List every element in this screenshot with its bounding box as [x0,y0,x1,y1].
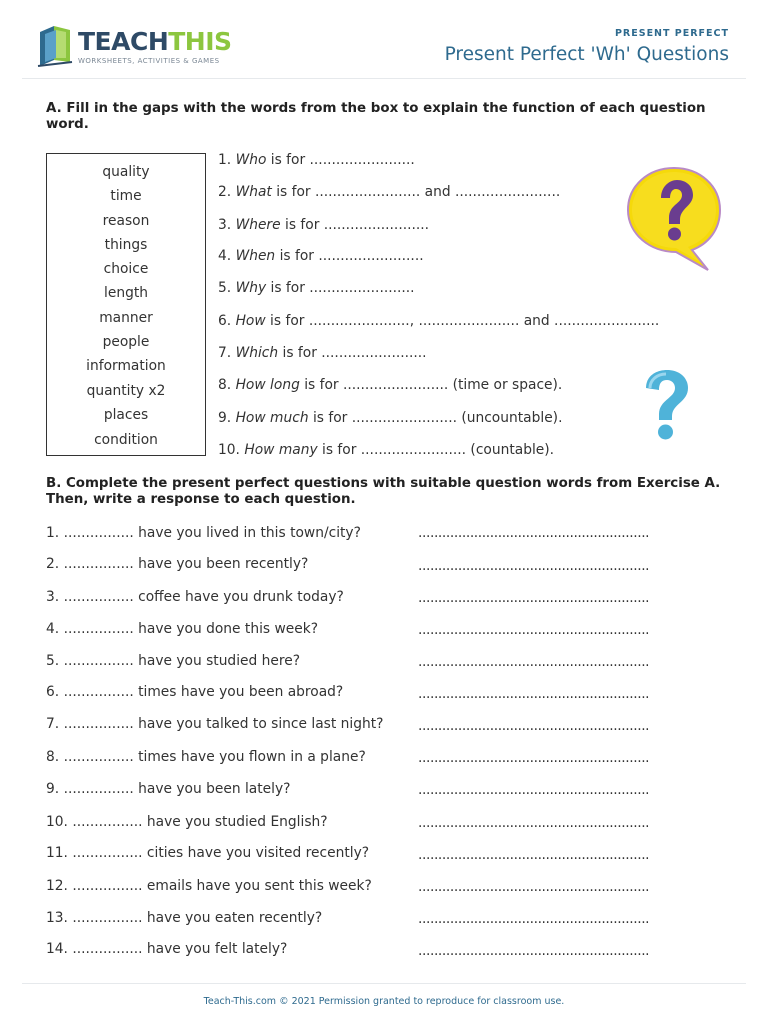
part-a-item [218,152,415,168]
answer-line: .......................................................... [418,622,650,638]
item-number: 5. [46,653,60,669]
item-text: is for ........................ [280,217,430,233]
item-number: 4. [218,248,232,264]
question-text: ................ have you been recently? [63,556,309,572]
part-a-item [218,184,560,200]
question-text: ................ have you lived in this town/city? [63,525,361,541]
item-number: 10. [218,442,240,458]
part-a-item [218,345,427,361]
item-text: is for ........................ [275,248,424,264]
part-b-question [46,684,343,700]
header-divider [22,78,746,79]
part-b-question [46,653,300,669]
question-text: ................ times have you been abroad? [63,684,344,700]
part-b-question [46,781,290,797]
question-speech-bubble-icon [624,164,724,274]
answer-line: .......................................................... [418,718,650,734]
item-number: 8. [218,377,232,393]
item-number: 9. [46,781,60,797]
word-box-item: reason [102,213,150,229]
item-number: 6. [218,313,232,329]
question-word: What [235,184,272,200]
answer-line: .......................................................... [418,686,650,702]
word-box-item: people [102,334,150,350]
word-box-item: quantity x2 [86,383,166,399]
question-text: ................ have you been lately? [63,781,291,797]
section-a-instruction: A. Fill in the gaps with the words from the box to explain the function of each question word. [46,101,706,132]
question-text: ................ cities have you visited recently? [72,845,370,861]
footer-copyright: Teach-This.com © 2021 Permission granted to reproduce for classroom use. [203,996,565,1007]
part-a-item [218,280,415,296]
question-word: How long [235,377,300,393]
item-number: 6. [46,684,60,700]
item-number: 12. [46,878,68,894]
word-box-item: length [104,285,148,301]
item-text: is for ......................., ....................... and ........................ [265,313,660,329]
part-b-question [46,621,318,637]
part-b-question [46,814,328,830]
part-b-question [46,716,383,732]
item-number: 2. [46,556,60,572]
part-b-question [46,556,308,572]
item-number: 3. [218,217,232,233]
word-box-item: manner [99,310,153,326]
item-number: 7. [46,716,60,732]
answer-line: .......................................................... [418,782,650,798]
answer-line: .......................................................... [418,750,650,766]
answer-line: .......................................................... [418,911,650,927]
part-b-question [46,589,344,605]
part-a-item [218,410,562,426]
question-text: ................ have you felt lately? [72,941,288,957]
word-box-item: places [103,407,149,423]
answer-line: .......................................................... [418,943,650,959]
part-a-item [218,313,659,329]
item-number: 1. [218,152,232,168]
word-box-item: quality [102,164,150,180]
word-box-item: choice [103,261,149,277]
item-text: is for ........................ [266,152,415,168]
part-a-item [218,217,429,233]
item-number: 9. [218,410,232,426]
item-text: is for ........................ and ........................ [271,184,561,200]
teach-this-logo [36,22,236,68]
question-word: How much [235,410,309,426]
item-text: is for ........................ (time or space). [299,377,563,393]
question-text: ................ times have you flown in a plane? [63,749,366,765]
item-number: 13. [46,910,68,926]
item-text: is for ........................ [278,345,427,361]
logo-wordmark [78,27,232,56]
logo-teach-text: TEACH [78,27,169,56]
question-word: Who [235,152,267,168]
answer-line: .......................................................... [418,879,650,895]
question-mark-icon [640,368,692,442]
answer-line: .......................................................... [418,654,650,670]
item-number: 8. [46,749,60,765]
item-number: 2. [218,184,232,200]
part-b-question [46,749,366,765]
answer-line: .......................................................... [418,525,650,541]
word-box-item: time [110,188,142,204]
answer-line: .......................................................... [418,847,650,863]
question-text: ................ coffee have you drunk today? [63,589,344,605]
part-a-item [218,248,424,264]
item-number: 14. [46,941,68,957]
question-text: ................ emails have you sent this week? [72,878,372,894]
page-title: Present Perfect 'Wh' Questions [444,44,729,65]
item-text: is for ........................ (countable). [317,442,555,458]
part-b-question [46,910,322,926]
logo-tagline: WORKSHEETS, ACTIVITIES & GAMES [78,57,220,65]
question-text: ................ have you studied English? [72,814,328,830]
header-kicker: PRESENT PERFECT [614,28,729,39]
question-word: Where [235,217,281,233]
question-text: ................ have you studied here? [63,653,301,669]
item-number: 1. [46,525,60,541]
item-number: 5. [218,280,232,296]
section-b-instruction: B. Complete the present perfect questions with suitable question words from Exercise A. Then, write a response to each question. [46,476,721,507]
item-number: 3. [46,589,60,605]
part-b-question [46,845,369,861]
question-word: Why [235,280,267,296]
answer-line: .......................................................... [418,590,650,606]
word-box-item: things [104,237,148,253]
item-text: is for ........................ (uncountable). [308,410,563,426]
question-text: ................ have you eaten recently? [72,910,323,926]
part-b-question [46,525,361,541]
part-b-question [46,878,372,894]
answer-line: .......................................................... [418,558,650,574]
item-number: 7. [218,345,232,361]
item-number: 11. [46,845,68,861]
part-a-item [218,442,554,458]
question-text: ................ have you done this week? [63,621,319,637]
logo-this-text: THIS [168,27,232,56]
question-word: How [235,313,266,329]
item-number: 10. [46,814,68,830]
question-word: When [235,248,276,264]
question-text: ................ have you talked to since last night? [63,716,384,732]
question-word: Which [235,345,279,361]
word-box-item: condition [94,432,158,448]
question-word: How many [244,442,318,458]
part-a-item [218,377,562,393]
word-box [46,153,206,456]
part-b-question [46,941,287,957]
item-number: 4. [46,621,60,637]
item-text: is for ........................ [266,280,415,296]
answer-line: .......................................................... [418,815,650,831]
book-logo-icon [36,22,76,68]
word-box-item: information [86,358,166,374]
footer-divider [22,983,746,984]
